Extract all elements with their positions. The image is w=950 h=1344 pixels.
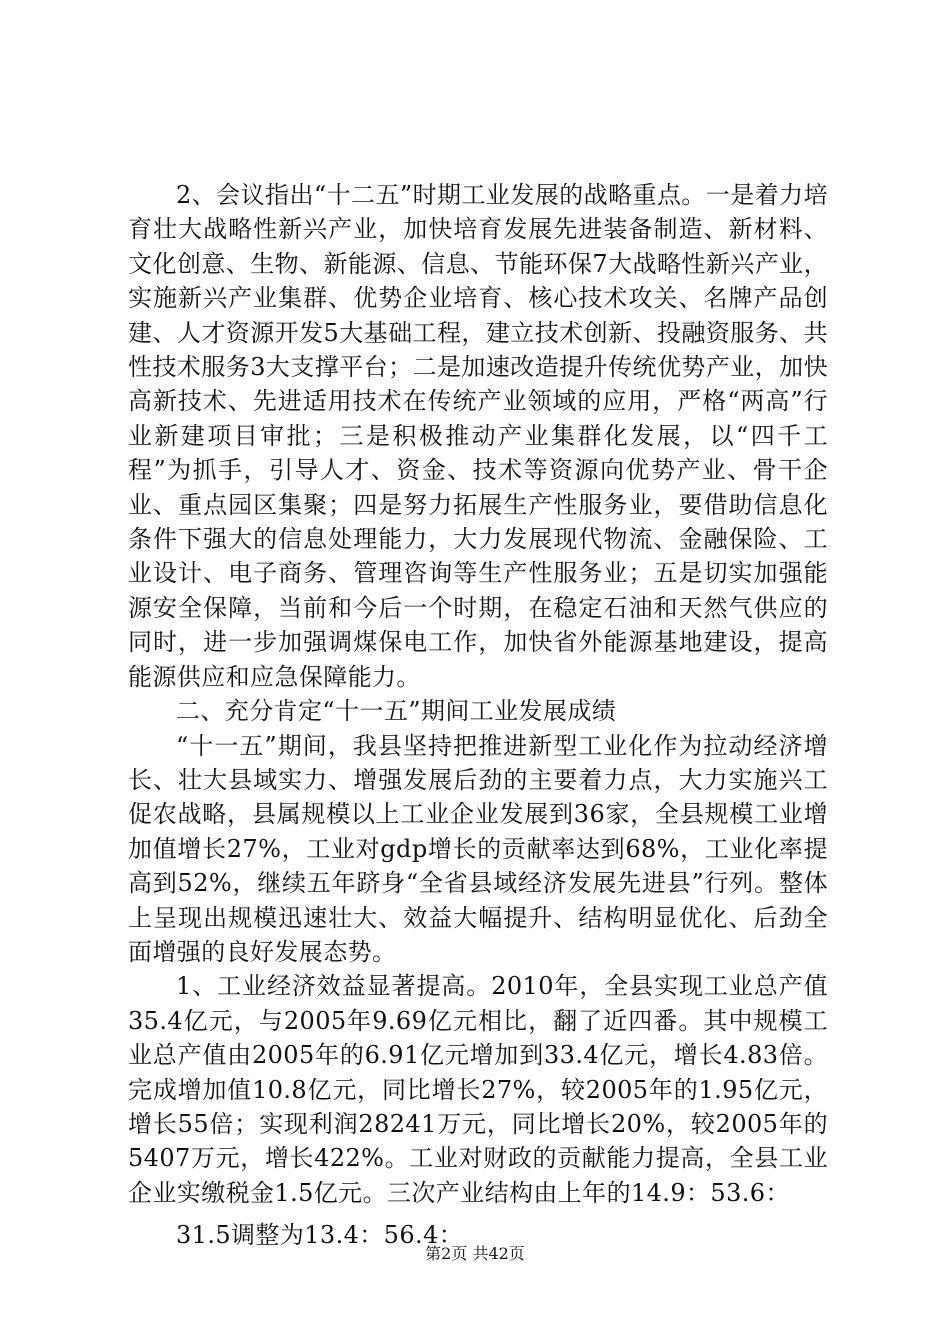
paragraph-structure-adjustment: 31.5调整为13.4：56.4： — [176, 1221, 464, 1250]
paragraph-strategic-focus: 2、会议指出“十二五”时期工业发展的战略重点。一是着力培育壮大战略性新兴产业，加快培育发展先进装备制造、新材料、文化创意、生物、新能源、信息、节能环保7大战略性新兴产业，实施新兴产业集群、优势企业培育、核心技术攻关、名牌产品创建、人才资源开发5大基础工程，建立技术创新、投融资服务、共性技术服务3大支撑平台；二是加速改造提升传统优势产业，加快高新技术、先进适用技术在传统产业领域的应用，严格“两高”行业新建项目审批；三是积极推动产业集群化发展，以“四千工程”为抓手，引导人才、资金、技术等资源向优势产业、骨干企业、重点园区集聚；四是努力拓展生产性服务业，要借助信息化条件下强大的信息处理能力，大力发展现代物流、金融保险、工业设计、电子商务、管理咨询等生产性服务业；五是切实加强能源安全保障，当前和今后一个时期，在稳定石油和天然气供应的同时，进一步加强调煤保电工作，加快省外能源基地建设，提高能源供应和应急保障能力。 — [128, 181, 828, 691]
section-heading-achievements: 二、充分肯定“十一五”期间工业发展成绩 — [176, 697, 617, 726]
document-body — [128, 178, 828, 1253]
page-number-footer: 第2页 共42页 — [425, 1244, 525, 1263]
paragraph-economic-benefits: 1、工业经济效益显著提高。2010年，全县实现工业总产值35.4亿元，与2005年9.69亿元相比，翻了近四番。其中规模工业总产值由2005年的6.91亿元增加到33.4亿元，增长4.83倍。完成增加值10.8亿元，同比增长27%，较2005年的1.95亿元，增长55倍；实现利润28241万元，同比增长20%，较2005年的5407万元，增长422%。工业对财政的贡献能力提高，全县工业企业实缴税金1.5亿元。三次产业结构由上年的14.9：53.6： — [128, 972, 828, 1207]
paragraph-eleventh-five-year-overview: “十一五”期间，我县坚持把推进新型工业化作为拉动经济增长、壮大县域实力、增强发展后劲的主要着力点，大力实施兴工促农战略，县属规模以上工业企业发展到36家，全县规模工业增加值增长27%，工业对gdp增长的贡献率达到68%，工业化率提高到52%，继续五年跻身“全省县域经济发展先进县”行列。整体上呈现出规模迅速壮大、效益大幅提升、结构明显优化、后劲全面增强的良好发展态势。 — [128, 731, 828, 966]
